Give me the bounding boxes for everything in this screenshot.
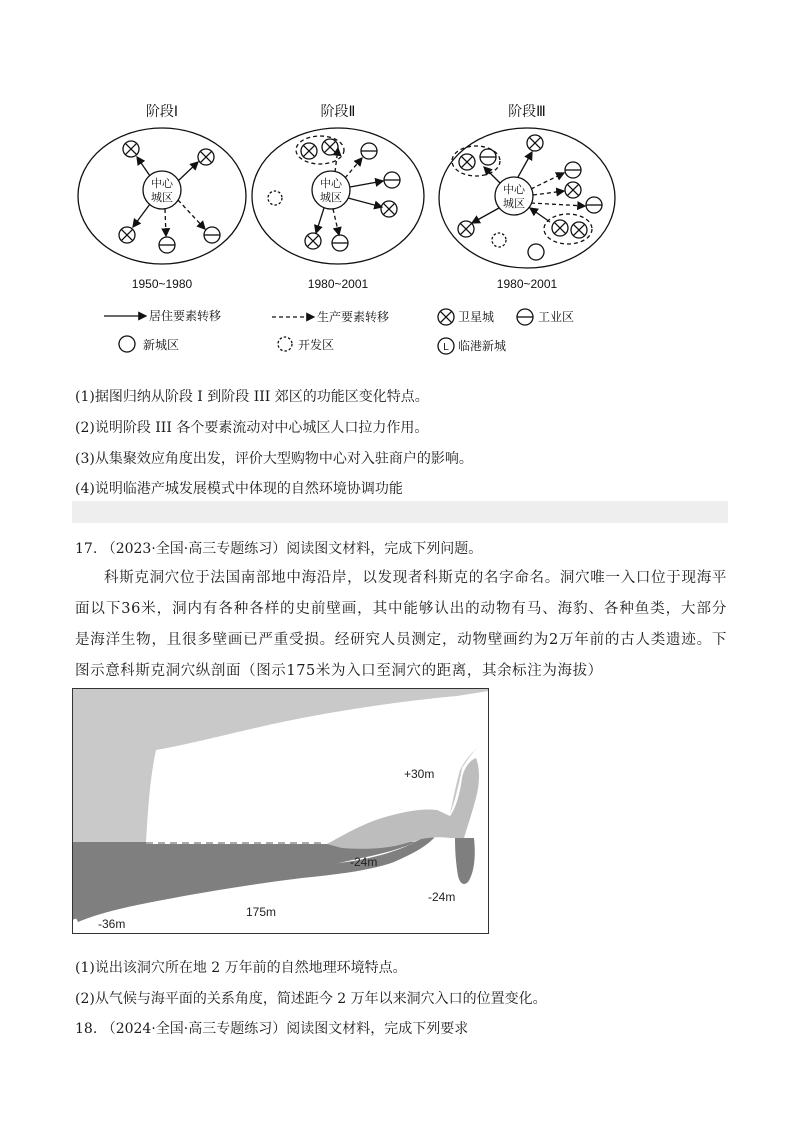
new-district-icon <box>528 244 544 260</box>
satellite-city-icon <box>552 220 568 236</box>
industrial-zone-icon <box>361 143 377 159</box>
q18-header: 18. （2024·全国·高三专题练习）阅读图文材料，完成下列要求 <box>75 1021 469 1037</box>
q16-item-2: (2)说明阶段 III 各个要素流动对中心城区人口拉力作用。 <box>75 420 429 436</box>
center-label: 城区 <box>503 198 525 210</box>
label-minus36: -36m <box>98 917 126 931</box>
q17-item-1: (1)说出该洞穴所在地 2 万年前的自然地理环境特点。 <box>75 960 407 976</box>
dev-zone-icon <box>492 233 506 247</box>
stage2-title: 阶段Ⅱ <box>320 103 356 119</box>
industrial-zone-icon <box>586 197 602 213</box>
legend-production-label: 生产要素转移 <box>317 310 390 324</box>
satellite-city-icon <box>571 222 587 238</box>
satellite-city-icon <box>322 139 338 155</box>
stage1-title: 阶段Ⅰ <box>145 103 179 119</box>
industrial-zone-icon <box>204 227 220 243</box>
satellite-city-icon <box>119 227 135 243</box>
satellite-city-icon <box>301 143 317 159</box>
satellite-city-icon <box>458 221 474 237</box>
new-district-icon <box>119 336 135 352</box>
stage3-title: 阶段Ⅲ <box>508 103 546 119</box>
legend-satellite-label: 卫星城 <box>458 310 495 324</box>
q17-item-2: (2)从气候与海平面的关系角度，简述距今 2 万年以来洞穴入口的位置变化。 <box>75 991 547 1007</box>
satellite-city-icon <box>459 154 475 170</box>
center-label: 城区 <box>151 192 173 204</box>
center-label: 中心 <box>503 184 525 196</box>
q16-item-1: (1)据图归纳从阶段 I 到阶段 III 郊区的功能区变化特点。 <box>75 389 429 405</box>
legend-new-district-label: 新城区 <box>143 338 180 352</box>
dev-zone-icon <box>268 191 282 205</box>
legend-residential-label: 居住要素转移 <box>149 309 222 323</box>
center-label: 城区 <box>320 192 342 204</box>
industrial-zone-icon <box>565 162 581 178</box>
q16-item-4: (4)说明临港产城发展模式中体现的自然环境协调功能 <box>75 481 403 497</box>
q16-item-3: (3)从集聚效应角度出发，评价大型购物中心对入驻商户的影响。 <box>75 451 473 467</box>
stage3-years: 1980~2001 <box>496 277 558 291</box>
label-plus30: +30m <box>404 767 435 781</box>
label-minus24-b: -24m <box>428 890 456 904</box>
satellite-city-icon <box>565 182 581 198</box>
q17-paragraph: 科斯克洞穴位于法国南部地中海沿岸，以发现者科斯克的名字命名。洞穴唯一入口位于现海平面以下36米，洞内有各种各样的史前壁画，其中能够认出的动物有马、海豹、各种鱼类，大部分是海洋生物，且很多壁画已严重受损。经研究人员测定，动物壁画约为2万年前的古人类遗迹。下图示意科斯克洞穴纵剖面（图示175米为入口至洞穴的距离，其余标注为海拔） <box>75 570 727 679</box>
center-label: 中心 <box>320 178 342 190</box>
industrial-zone-icon <box>332 235 348 251</box>
industrial-zone-icon <box>480 149 496 165</box>
satellite-city-icon <box>305 233 321 249</box>
q17-header: 17. （2023·全国·高三专题练习）阅读图文材料，完成下列问题。 <box>75 541 483 557</box>
legend-dev-zone-label: 开发区 <box>298 338 335 352</box>
industrial-zone-icon <box>517 309 533 325</box>
satellite-city-icon <box>198 149 214 165</box>
industrial-zone-icon <box>159 237 175 253</box>
cave-profile-figure <box>72 688 489 934</box>
label-minus24-a: -24m <box>350 855 378 869</box>
legend-industrial-label: 工业区 <box>538 310 575 324</box>
port-symbol: L <box>443 342 449 353</box>
industrial-zone-icon <box>384 172 400 188</box>
satellite-city-icon <box>123 141 139 157</box>
label-175m: 175m <box>246 905 277 919</box>
urban-stages-figure <box>0 0 800 370</box>
dev-zone-icon <box>278 337 292 351</box>
center-label: 中心 <box>151 178 173 190</box>
satellite-city-icon <box>527 135 543 151</box>
stage2-years: 1980~2001 <box>307 277 369 291</box>
satellite-city-icon <box>438 309 454 325</box>
legend-port-city-label: 临港新城 <box>458 339 507 353</box>
answer-separator <box>72 501 728 523</box>
stage3-diagram <box>439 128 615 268</box>
stage1-years: 1950~1980 <box>131 277 193 291</box>
satellite-city-icon <box>381 201 397 217</box>
